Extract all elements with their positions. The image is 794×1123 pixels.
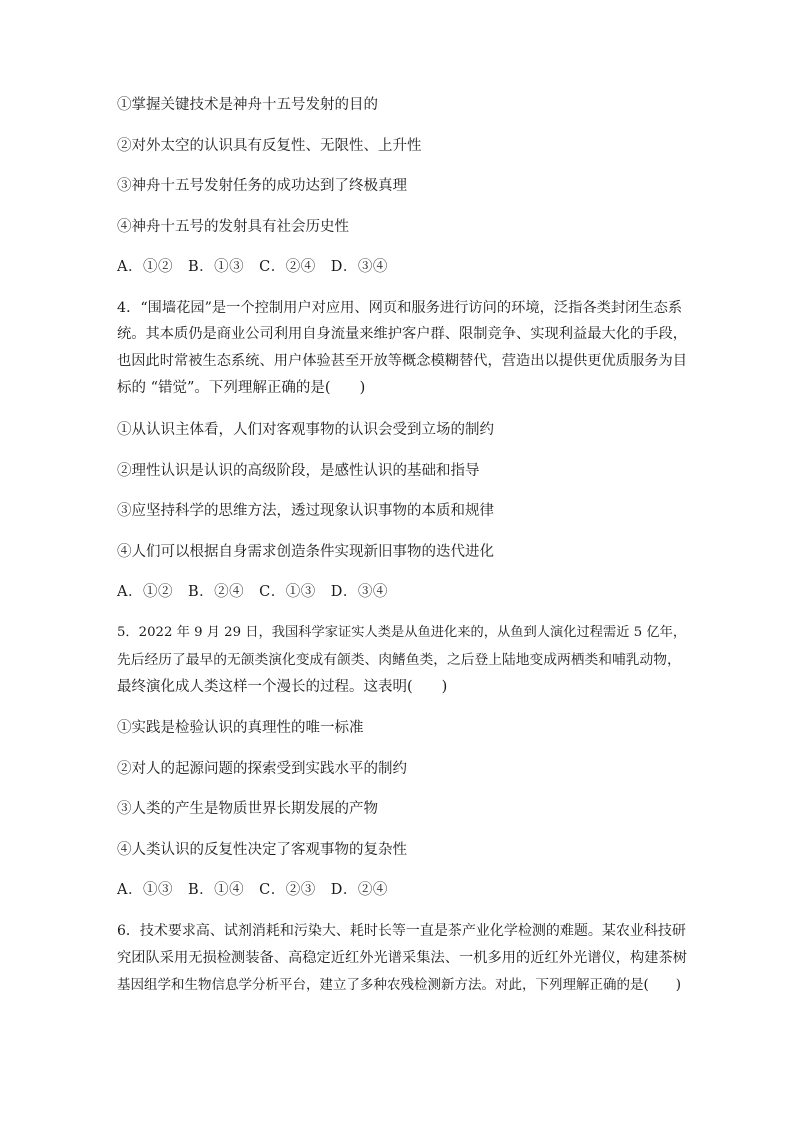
q4-option-2: ②理性认识是认识的高级阶段，是感性认识的基础和指导 <box>117 463 480 479</box>
q3-option-1: ①掌握关键技术是神舟十五号发射的目的 <box>117 97 378 113</box>
q6-stem-line-1: 6．技术要求高、试剂消耗和污染大、耗时长等一直是茶产业化学检测的难题。某农业科技研 <box>117 923 686 939</box>
q5-stem-line-2: 先后经历了最早的无颌类演化变成有颌类、肉鳍鱼类，之后登上陆地变成两栖类和哺乳动物， <box>117 652 681 668</box>
q3-answer-choices: A．①② B．①③ C．②④ D．③④ <box>117 259 388 275</box>
q3-option-3: ③神舟十五号发射任务的成功达到了终极真理 <box>117 178 407 194</box>
q6-stem-line-3: 基因组学和生物信息学分析平台，建立了多种农残检测新方法。对此，下列理解正确的是( ) <box>117 977 682 993</box>
q5-stem-line-3: 最终演化成人类这样一个漫长的过程。这表明( ) <box>117 679 448 695</box>
q5-option-2: ②对人的起源问题的探索受到实践水平的制约 <box>117 761 407 777</box>
q4-stem-line-3: 也因此时常被生态系统、用户体验甚至开放等概念模糊替代，营造出以提供更优质服务为目 <box>117 353 688 369</box>
q5-option-4: ④人类认识的反复性决定了客观事物的复杂性 <box>117 842 407 858</box>
q5-answer-choices: A．①③ B．①④ C．②③ D．②④ <box>117 882 388 898</box>
q6-stem-line-2: 究团队采用无损检测装备、高稳定近红外光谱采集法、一机多用的近红外光谱仪，构建茶树 <box>117 950 688 966</box>
q4-stem-line-4: 标的 “错觉”。下列理解正确的是( ) <box>117 380 366 396</box>
q5-option-3: ③人类的产生是物质世界长期发展的产物 <box>117 801 378 817</box>
q4-option-1: ①从认识主体看，人们对客观事物的认识会受到立场的制约 <box>117 422 494 438</box>
q5-option-1: ①实践是检验认识的真理性的唯一标准 <box>117 720 364 736</box>
q4-answer-choices: A．①② B．②④ C．①③ D．③④ <box>117 584 388 600</box>
q4-stem-line-1: 4．“围墙花园”是一个控制用户对应用、网页和服务进行访问的环境，泛指各类封闭生态系 <box>117 300 683 316</box>
q4-option-4: ④人们可以根据自身需求创造条件实现新旧事物的迭代进化 <box>117 544 494 560</box>
q4-stem-line-2: 统。其本质仍是商业公司利用自身流量来维护客户群、限制竞争、实现利益最大化的手段， <box>117 326 688 342</box>
q3-option-2: ②对外太空的认识具有反复性、无限性、上升性 <box>117 138 422 154</box>
q5-stem-line-1: 5．2022 年 9 月 29 日，我国科学家证实人类是从鱼进化来的，从鱼到人演化过程需近 5 亿年， <box>117 625 687 640</box>
q4-option-3: ③应坚持科学的思维方法，透过现象认识事物的本质和规律 <box>117 503 494 519</box>
q3-option-4: ④神舟十五号的发射具有社会历史性 <box>117 219 349 235</box>
